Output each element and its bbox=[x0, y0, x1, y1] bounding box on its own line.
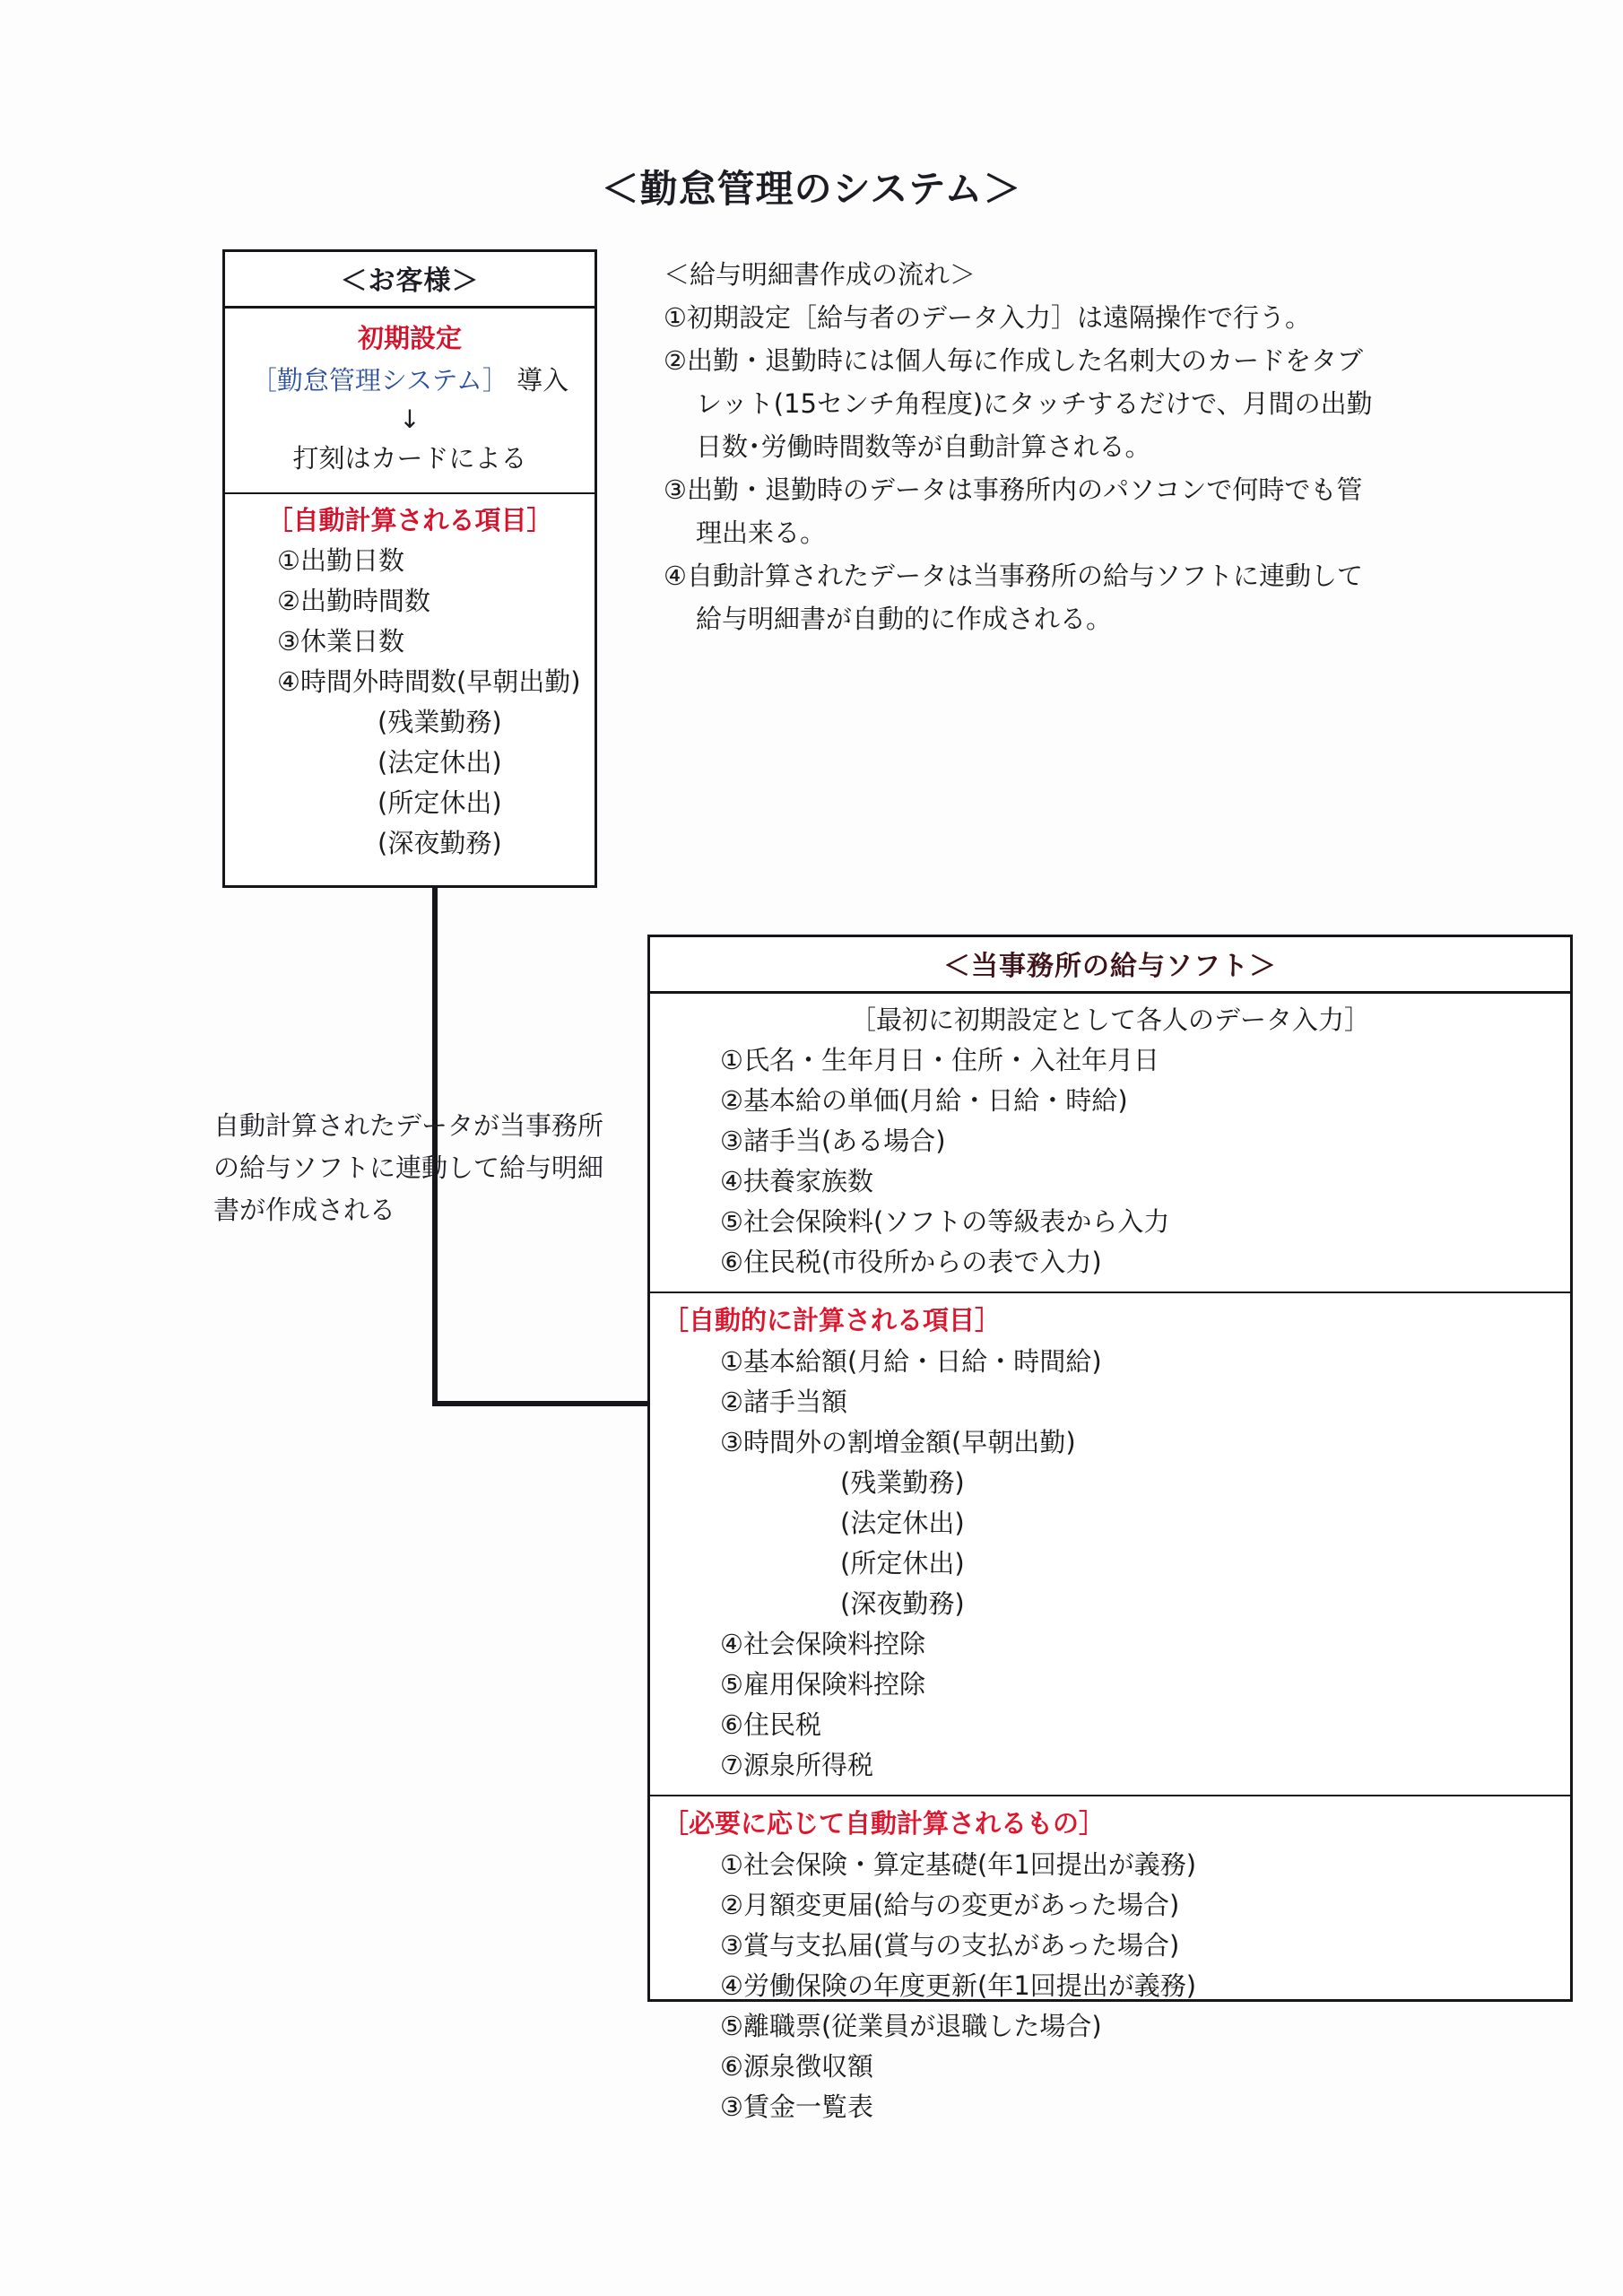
list-item: ③時間外の割増金額(早朝出勤) bbox=[720, 1427, 1076, 1457]
connector-caption bbox=[213, 1105, 635, 1231]
customer-box-header: ＜お客様＞ bbox=[225, 252, 595, 309]
arrow-down-icon: ↓ bbox=[399, 404, 421, 434]
list-item: ⑤社会保険料(ソフトの等級表から入力 bbox=[720, 1206, 1170, 1237]
system-introduction-line bbox=[225, 360, 595, 402]
list-item: ③諸手当(ある場合) bbox=[720, 1126, 946, 1156]
list-item bbox=[664, 468, 1569, 511]
list-item: ④扶養家族数 bbox=[720, 1166, 873, 1196]
list-item: (法定休出) bbox=[378, 747, 502, 778]
list-item: ④社会保険料控除 bbox=[720, 1629, 925, 1659]
list-item: ①出勤日数 bbox=[277, 545, 404, 576]
page-title: ＜勤怠管理のシステム＞ bbox=[601, 167, 1022, 211]
list-item-text: 出勤・退勤時には個人毎に作成した名刺大のカードをタブ bbox=[687, 345, 1364, 376]
payroll-initial-title: ［最初に初期設定として各人のデータ入力］ bbox=[849, 1004, 1370, 1035]
list-item-number: ③ bbox=[664, 474, 687, 505]
list-item: ①氏名・生年月日・住所・入社年月日 bbox=[720, 1045, 1159, 1075]
list-item: ⑥住民税(市役所からの表で入力) bbox=[720, 1247, 1102, 1277]
list-item: ①基本給額(月給・日給・時間給) bbox=[720, 1346, 1102, 1377]
payroll-ondemand-section bbox=[650, 1796, 1570, 2136]
auto-items-title: ［自動計算される項目］ bbox=[266, 505, 553, 535]
list-item: ⑥住民税 bbox=[720, 1709, 821, 1740]
flow-heading: ＜給与明細書作成の流れ＞ bbox=[664, 259, 976, 290]
list-item: ②出勤時間数 bbox=[277, 586, 430, 616]
list-item bbox=[664, 554, 1569, 597]
customer-setup-section bbox=[225, 309, 595, 494]
list-item bbox=[664, 296, 1569, 339]
stamp-method-label: 打刻はカードによる bbox=[292, 443, 527, 474]
list-item: ②諸手当額 bbox=[720, 1387, 847, 1417]
list-item: (所定休出) bbox=[840, 1548, 965, 1578]
payroll-auto-title: ［自動的に計算される項目］ bbox=[663, 1305, 1002, 1335]
connector-caption-line: 自動計算されたデータが当事務所 bbox=[213, 1110, 604, 1141]
list-item: (残業勤務) bbox=[378, 707, 502, 737]
list-item-number: ② bbox=[664, 345, 687, 376]
list-item: ⑤離職票(従業員が退職した場合) bbox=[720, 2011, 1102, 2041]
list-item: ③賃金一覧表 bbox=[720, 2092, 873, 2122]
list-item-text: 自動計算されたデータは当事務所の給与ソフトに連動して bbox=[687, 561, 1364, 591]
list-item: ①社会保険・算定基礎(年1回提出が義務) bbox=[720, 1849, 1197, 1880]
connector-caption-line: 書が作成される bbox=[213, 1195, 396, 1225]
list-item-text: 出勤・退勤時のデータは事務所内のパソコンで何時でも管 bbox=[687, 474, 1363, 505]
payroll-initial-section bbox=[650, 994, 1570, 1293]
list-item: (深夜勤務) bbox=[378, 828, 502, 858]
payroll-ondemand-title: ［必要に応じて自動計算されるもの］ bbox=[663, 1808, 1106, 1839]
list-item-continuation: レット(15センチ角程度)にタッチするだけで、月間の出勤 bbox=[696, 388, 1373, 419]
list-item-number: ④ bbox=[664, 561, 687, 591]
list-item-continuation: 給与明細書が自動的に作成される。 bbox=[696, 604, 1113, 634]
list-item: ②月額変更届(給与の変更があった場合) bbox=[720, 1890, 1180, 1920]
list-item: ③休業日数 bbox=[277, 626, 404, 657]
list-item-number: ① bbox=[664, 302, 687, 333]
system-name-bracketed: ［勤怠管理システム］ bbox=[250, 365, 508, 396]
connector-horizontal-line bbox=[432, 1401, 653, 1406]
list-item: ⑤雇用保険料控除 bbox=[720, 1669, 925, 1700]
list-item: ③賞与支払届(賞与の支払があった場合) bbox=[720, 1930, 1180, 1961]
list-item: ⑥源泉徴収額 bbox=[720, 2051, 873, 2082]
list-item: ②基本給の単価(月給・日給・時給) bbox=[720, 1085, 1128, 1116]
list-item: ⑦源泉所得税 bbox=[720, 1750, 873, 1780]
connector-caption-line: の給与ソフトに連動して給与明細 bbox=[213, 1152, 604, 1183]
payroll-software-box bbox=[647, 935, 1573, 2122]
customer-box bbox=[222, 249, 597, 888]
list-item-text: 初期設定［給与者のデータ入力］は遠隔操作で行う。 bbox=[687, 302, 1312, 333]
payroll-auto-section bbox=[650, 1293, 1570, 1796]
list-item: ④時間外時間数(早朝出勤) bbox=[277, 666, 581, 697]
list-item-continuation: 理出来る。 bbox=[696, 517, 827, 548]
customer-auto-items-section bbox=[225, 494, 595, 873]
payslip-flow-description bbox=[664, 253, 1569, 640]
list-item-continuation: 日数･労働時間数等が自動計算される。 bbox=[696, 431, 1151, 462]
list-item: (残業勤務) bbox=[840, 1467, 965, 1498]
system-introduction-suffix: 導入 bbox=[508, 365, 569, 396]
list-item: (法定休出) bbox=[840, 1508, 965, 1538]
list-item: (深夜勤務) bbox=[840, 1588, 965, 1619]
payroll-box-header: ＜当事務所の給与ソフト＞ bbox=[650, 937, 1570, 994]
initial-setup-label: 初期設定 bbox=[357, 323, 462, 353]
list-item: ④労働保険の年度更新(年1回提出が義務) bbox=[720, 1970, 1197, 2001]
list-item: (所定休出) bbox=[378, 787, 502, 818]
list-item bbox=[664, 339, 1569, 382]
